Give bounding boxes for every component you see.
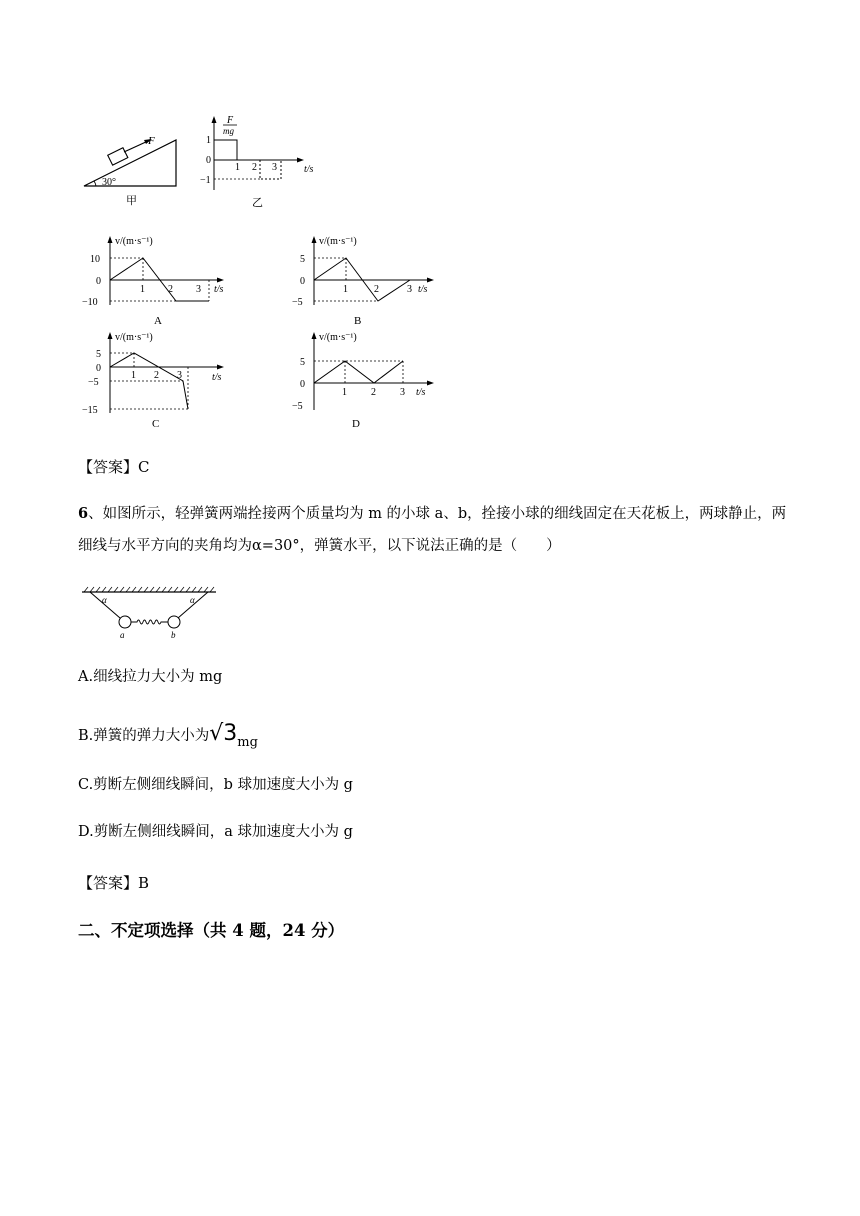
ball-b-label: b bbox=[171, 630, 176, 640]
x-tick: 1 bbox=[342, 387, 347, 398]
angle-label: 30° bbox=[102, 177, 116, 188]
x-tick: 2 bbox=[374, 284, 379, 295]
y-tick: 0 bbox=[300, 379, 305, 390]
alpha-left: α bbox=[102, 595, 107, 605]
caption: B bbox=[354, 315, 362, 327]
y-tick: −5 bbox=[292, 401, 303, 412]
y-label: v/(m·s⁻¹) bbox=[115, 236, 153, 247]
option-c: C.剪断左侧细线瞬间，b 球加速度大小为 g bbox=[78, 777, 353, 793]
y-label: v/(m·s⁻¹) bbox=[319, 332, 357, 343]
y-num: F bbox=[227, 115, 234, 126]
x-tick: 1 bbox=[235, 162, 240, 173]
answer-q5: 【答案】C bbox=[78, 458, 150, 476]
y-label: v/(m·s⁻¹) bbox=[319, 236, 357, 247]
x-tick: 2 bbox=[371, 387, 376, 398]
graph-option-a bbox=[80, 230, 240, 330]
y-tick: −15 bbox=[82, 405, 98, 416]
alpha-right: α bbox=[190, 595, 195, 605]
y-tick: 10 bbox=[90, 254, 100, 265]
x-label: t/s bbox=[418, 284, 428, 295]
y-tick: −5 bbox=[292, 297, 303, 308]
figure-spring-balls bbox=[80, 586, 220, 642]
y-tick: 0 bbox=[206, 155, 211, 166]
y-tick: 0 bbox=[96, 363, 101, 374]
x-tick: 3 bbox=[177, 370, 182, 381]
caption: A bbox=[154, 315, 162, 327]
graph-option-b bbox=[290, 230, 450, 330]
x-tick: 2 bbox=[168, 284, 173, 295]
x-tick: 1 bbox=[343, 284, 348, 295]
y-tick: 5 bbox=[300, 357, 305, 368]
figure-yi-caption: 乙 bbox=[252, 197, 263, 209]
x-tick: 3 bbox=[400, 387, 405, 398]
graph-option-c bbox=[80, 328, 240, 433]
y-tick: −1 bbox=[200, 175, 211, 186]
option-b-prefix: B.弹簧的弹力大小为 bbox=[78, 728, 210, 744]
ball-a-label: a bbox=[120, 630, 125, 640]
figure-jia-caption: 甲 bbox=[126, 195, 137, 207]
y-tick: −10 bbox=[82, 297, 98, 308]
y-den: mg bbox=[223, 126, 234, 136]
x-label: t/s bbox=[304, 164, 314, 175]
caption: C bbox=[152, 418, 160, 430]
question-number: 6 bbox=[78, 505, 89, 522]
x-tick: 3 bbox=[407, 284, 412, 295]
x-tick: 2 bbox=[252, 162, 257, 173]
y-tick: 1 bbox=[206, 135, 211, 146]
x-tick: 3 bbox=[272, 162, 277, 173]
section-heading: 二、不定项选择（共 4 题，24 分） bbox=[78, 921, 345, 940]
y-tick: 5 bbox=[96, 349, 101, 360]
x-label: t/s bbox=[214, 284, 224, 295]
option-b bbox=[78, 718, 258, 753]
x-tick: 1 bbox=[140, 284, 145, 295]
x-tick: 1 bbox=[131, 370, 136, 381]
x-tick: 2 bbox=[154, 370, 159, 381]
y-tick: −5 bbox=[88, 377, 99, 388]
y-tick: 0 bbox=[96, 276, 101, 287]
y-label: v/(m·s⁻¹) bbox=[115, 332, 153, 343]
question-text: 、如图所示，轻弹簧两端拴接两个质量均为 m 的小球 a、b，拴接小球的细线固定在天花板上，两球静止，两细线与水平方向的夹角均为α=30°，弹簧水平，以下说法正确的是（ ） bbox=[78, 506, 787, 554]
x-label: t/s bbox=[416, 387, 426, 398]
question-6-stem bbox=[78, 498, 798, 562]
option-d: D.剪断左侧细线瞬间，a 球加速度大小为 g bbox=[78, 824, 353, 840]
option-b-suffix: mg bbox=[237, 735, 258, 750]
figure-jia-incline bbox=[80, 134, 180, 214]
figure-yi-graph bbox=[200, 110, 320, 210]
answer-q6: 【答案】B bbox=[78, 874, 150, 892]
force-label: F bbox=[148, 135, 155, 147]
x-label: t/s bbox=[212, 372, 222, 383]
option-a: A.细线拉力大小为 mg bbox=[78, 669, 223, 685]
y-tick: 5 bbox=[300, 254, 305, 265]
caption: D bbox=[352, 418, 360, 430]
x-tick: 3 bbox=[196, 284, 201, 295]
graph-option-d bbox=[290, 328, 450, 433]
y-tick: 0 bbox=[300, 276, 305, 287]
sqrt-three: √3 bbox=[209, 721, 238, 746]
